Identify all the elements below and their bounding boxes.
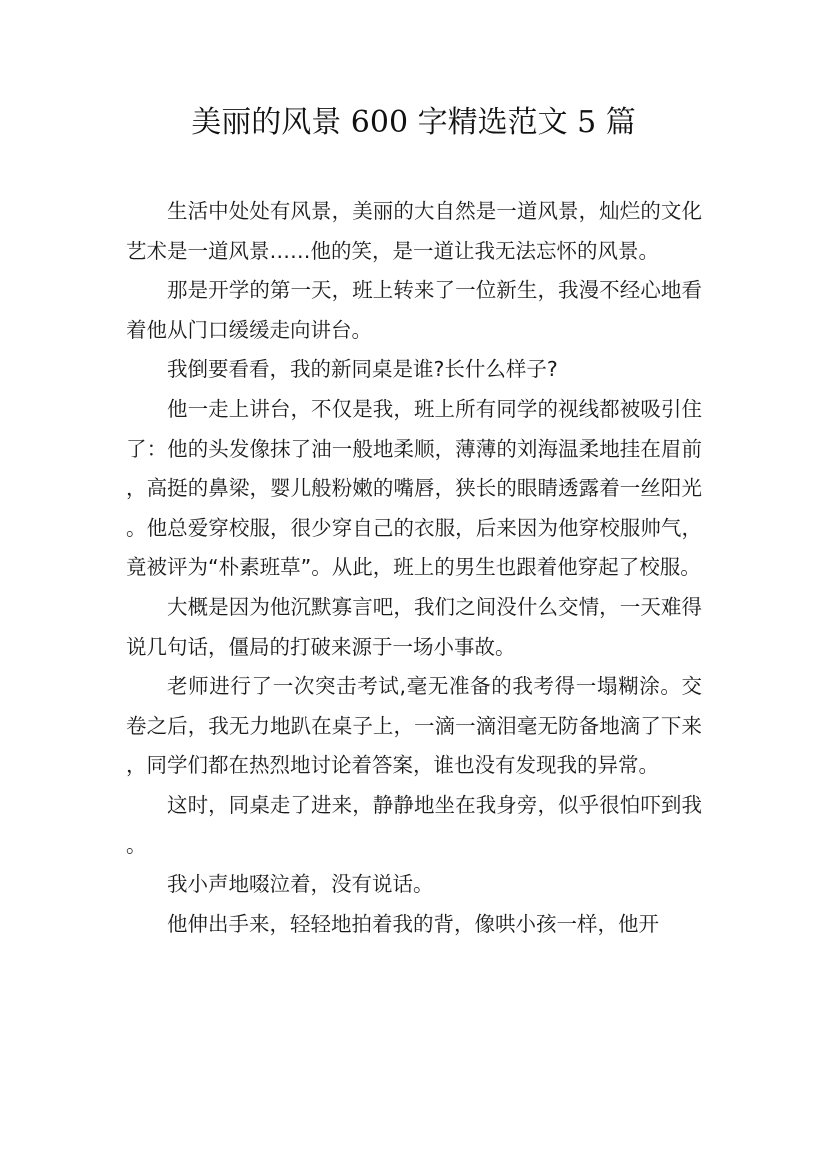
paragraph: 我小声地啜泣着，没有说话。 [167,872,434,897]
paragraph: 那是开学的第一天，班上转来了一位新生，我漫不经心地看着他从门口缓缓走向讲台。 [126,278,702,342]
paragraph: 我倒要看看，我的新同桌是谁?长什么样子? [167,357,558,382]
paragraph: 老师进行了一次突击考试,毫无准备的我考得一塌糊涂。交卷之后，我无力地趴在桌子上，一滴一滴泪毫无防备地滴了下来，同学们都在热烈地讨论着答案，谁也没有发现我的异常。 [126,674,702,778]
paragraph: 这时，同桌走了进来，静静地坐在我身旁，似乎很怕吓到我。 [126,792,702,857]
paragraph: 他一走上讲台，不仅是我，班上所有同学的视线都被吸引住了：他的头发像抹了油一般地柔顺，薄薄的刘海温柔地挂在眉前，高挺的鼻梁，婴儿般粉嫩的嘴唇，狭长的眼睛透露着一丝阳光。他总爱穿校服，很少穿自己的衣服，后来因为他穿校服帅气，竟被评为“朴素班草”。从此，班上的男生也跟着他穿起了校服。 [126,396,702,580]
paragraph: 大概是因为他沉默寡言吧，我们之间没什么交情，一天难得说几句话，僵局的打破来源于一场小事故。 [126,594,702,659]
document-body [126,192,702,944]
paragraph: 生活中处处有风景，美丽的大自然是一道风景，灿烂的文化艺术是一道风景……他的笑，是一道让我无法忘怀的风景。 [126,199,702,263]
paragraph: 他伸出手来，轻轻地拍着我的背，像哄小孩一样，他开 [167,911,659,936]
document-title: 美丽的风景 600 字精选范文 5 篇 [191,105,636,140]
